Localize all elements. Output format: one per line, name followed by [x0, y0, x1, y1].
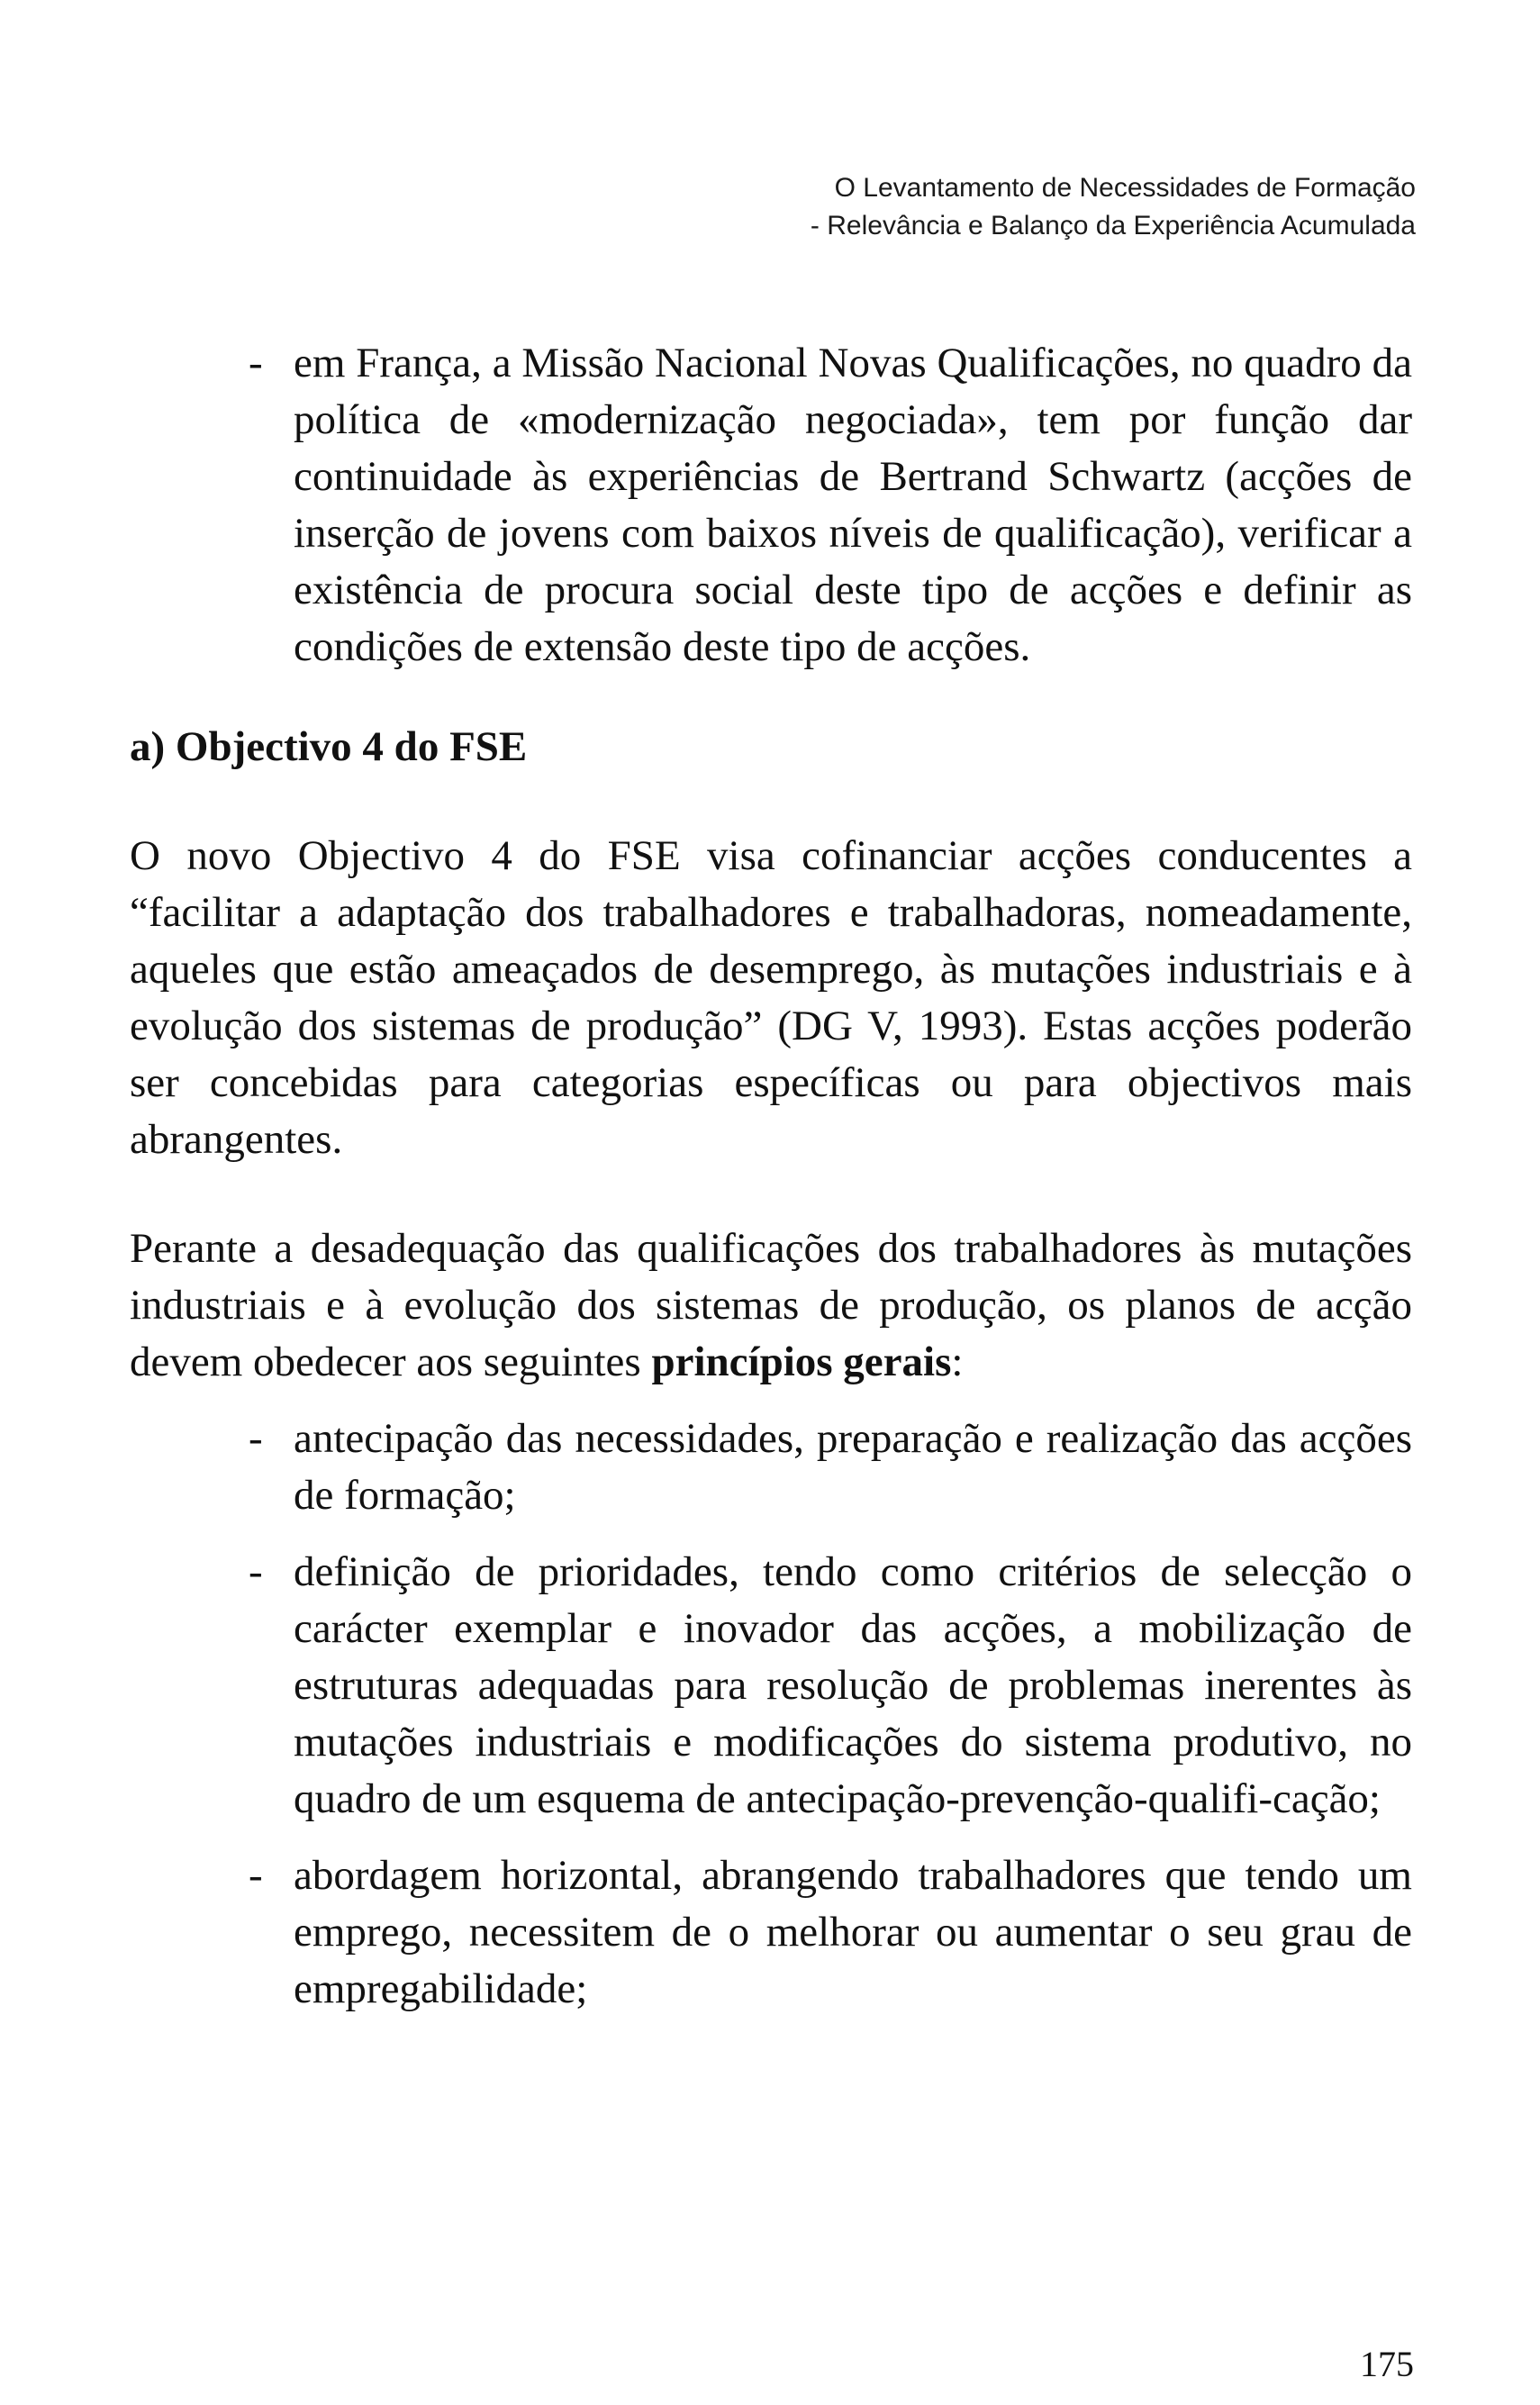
list-item	[130, 1847, 1412, 2018]
list-dash: -	[249, 1415, 263, 1462]
page-body	[130, 335, 1412, 2037]
paragraph-principios-bold: princípios gerais	[651, 1339, 952, 1385]
intro-list-item-text: em França, a Missão Nacional Novas Qualificações, no quadro da política de «modernização negociada», tem por função dar continuidade às experiências de Bertrand Schwartz (acções de inserção de jovens com baixos níveis de qualificação), verificar a existência de procura social deste tipo de acções e definir as condições de extensão deste tipo de acções.	[294, 340, 1412, 670]
list-dash: -	[249, 1852, 263, 1899]
paragraph-principios	[130, 1221, 1412, 1391]
list-item-text: definição de prioridades, tendo como critérios de selecção o carácter exemplar e inovador das acções, a mobilização de estruturas adequadas para resolução de problemas inerentes às mutações industriais e modificações do sistema produtivo, no quadro de um esquema de antecipação-prevenção-qualifi-cação;	[294, 1548, 1412, 1822]
intro-list-item	[130, 335, 1412, 676]
list-item	[130, 1411, 1412, 1524]
list-item	[130, 1544, 1412, 1828]
section-heading: a) Objectivo 4 do FSE	[130, 723, 528, 770]
running-header-subtitle: - Relevância e Balanço da Experiência Acumulada	[810, 211, 1416, 240]
running-header	[811, 169, 1416, 245]
paragraph-objectivo-4: O novo Objectivo 4 do FSE visa cofinanciar acções conducentes a “facilitar a adaptação dos trabalhadores e trabalhadoras, nomeadamente, aqueles que estão ameaçados de desemprego, às mutações industriais e à evolução dos sistemas de produção” (DG V, 1993). Estas acções poderão ser concebidas para categorias específicas ou para objectivos mais abrangentes.	[130, 832, 1412, 1163]
running-header-title: O Levantamento de Necessidades de Formação	[834, 173, 1416, 203]
principles-list	[130, 1411, 1412, 2018]
page-number: 175	[1360, 2344, 1414, 2384]
list-dash: -	[249, 340, 263, 386]
paragraph-principios-colon: :	[951, 1339, 964, 1385]
list-item-text: antecipação das necessidades, preparação e realização das acções de formação;	[294, 1415, 1412, 1519]
paragraph-principios-text: Perante a desadequação das qualificações dos trabalhadores às mutações industriais e à evolução dos sistemas de produção, os planos de acção devem obedecer aos seguintes	[130, 1225, 1412, 1385]
list-item-text: abordagem horizontal, abrangendo trabalhadores que tendo um emprego, necessitem de o melhorar ou aumentar o seu grau de empregabilidade;	[294, 1852, 1412, 2012]
list-dash: -	[249, 1548, 263, 1595]
